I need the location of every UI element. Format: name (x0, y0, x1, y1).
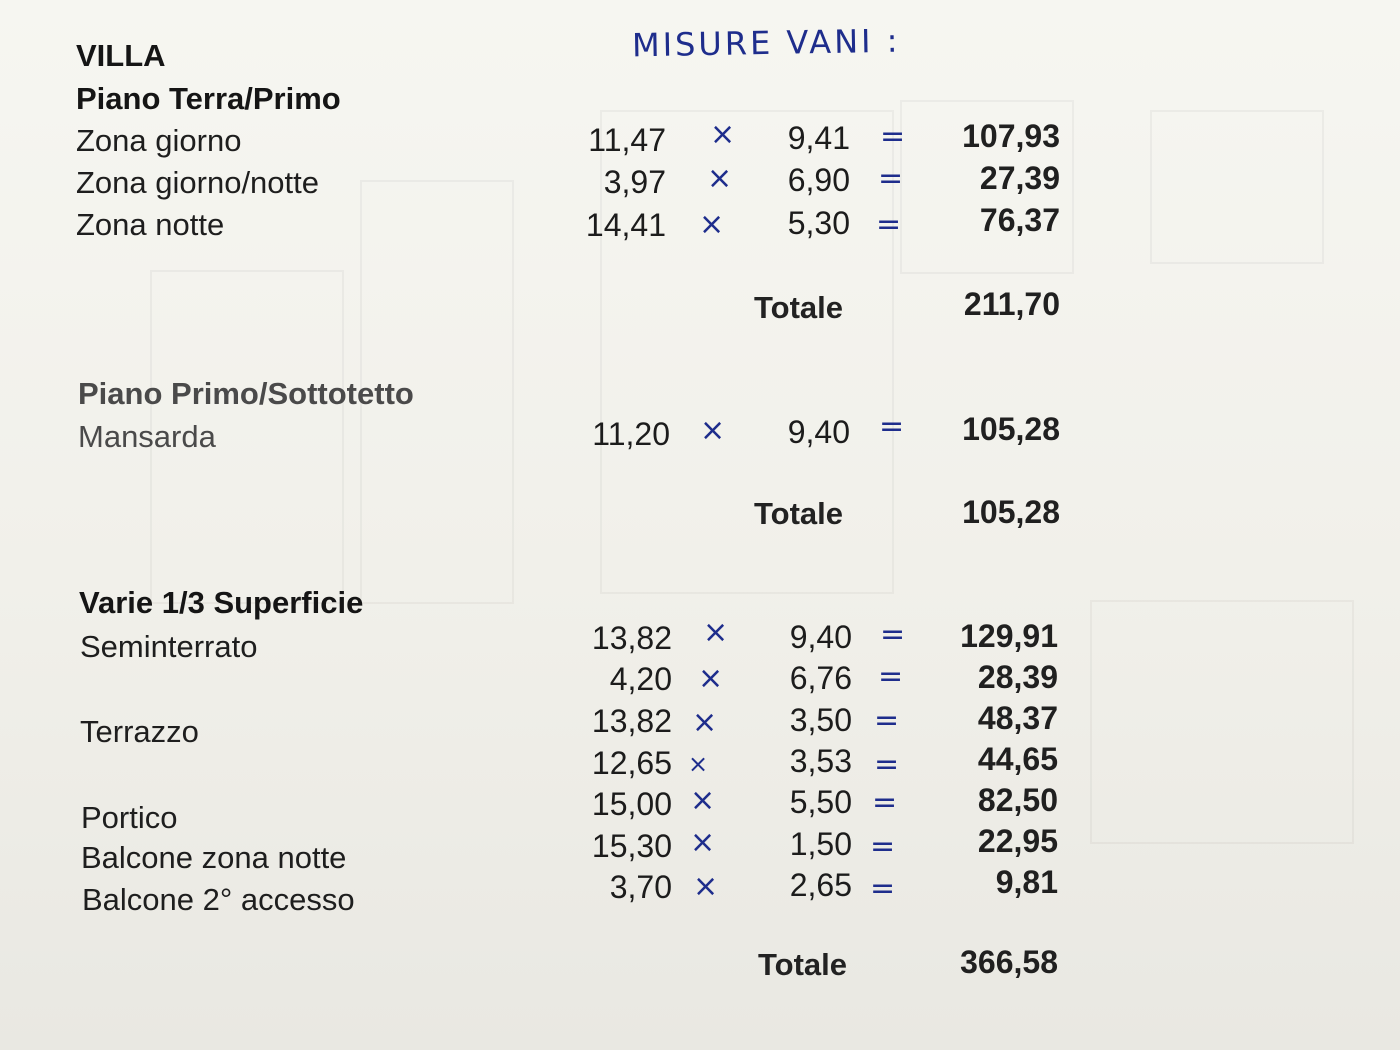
row-factor-b: 6,76 (789, 660, 852, 696)
equals-mark: = (878, 161, 904, 196)
row-result: 129,91 (960, 618, 1058, 654)
row-label: Zona giorno/notte (76, 165, 320, 200)
multiply-mark: × (690, 825, 716, 860)
row-label: Zona giorno (76, 123, 242, 158)
row-result: 48,37 (977, 700, 1058, 736)
multiply-mark: × (693, 869, 719, 904)
multiply-mark: × (698, 661, 724, 696)
row-factor-b: 9,40 (787, 414, 850, 450)
row-factor-a: 15,30 (591, 828, 672, 864)
row-factor-b: 5,30 (787, 205, 850, 241)
row-factor-a: 13,82 (591, 620, 672, 656)
total-value: 105,28 (962, 494, 1060, 530)
equals-mark: = (874, 747, 900, 782)
equals-mark: = (870, 871, 896, 906)
total-label: Totale (758, 947, 847, 982)
equals-mark: = (878, 659, 904, 694)
total-value: 366,58 (960, 944, 1058, 980)
row-label: Portico (81, 800, 178, 835)
equals-mark: = (870, 829, 896, 864)
document-title: VILLA (76, 38, 166, 73)
row-factor-b: 9,40 (789, 619, 852, 655)
row-result: 76,37 (979, 202, 1060, 238)
row-result: 107,93 (962, 118, 1060, 154)
row-factor-a: 11,47 (588, 122, 666, 158)
background-plan-outline (1090, 600, 1354, 844)
row-result: 9,81 (995, 864, 1058, 900)
total-label: Totale (754, 496, 843, 531)
background-plan-outline (1150, 110, 1324, 264)
multiply-mark: × (707, 161, 733, 196)
row-factor-a: 11,20 (592, 416, 670, 452)
row-result: 82,50 (977, 782, 1058, 818)
row-label: Zona notte (76, 207, 225, 242)
multiply-mark: × (710, 117, 736, 152)
row-label: Balcone 2° accesso (82, 882, 355, 917)
row-result: 22,95 (977, 823, 1058, 859)
multiply-mark: × (699, 207, 725, 242)
row-result: 105,28 (962, 411, 1060, 447)
equals-mark: = (880, 119, 906, 154)
section-title: Varie 1/3 Superficie (79, 585, 364, 620)
total-label: Totale (754, 290, 843, 325)
row-factor-b: 5,50 (789, 784, 852, 820)
row-factor-a: 3,70 (609, 869, 672, 905)
equals-mark: = (879, 409, 905, 444)
equals-mark: = (872, 785, 898, 820)
equals-mark: = (880, 617, 906, 652)
multiply-mark: × (700, 413, 726, 448)
handwritten-title: MISURE VANI : (631, 21, 901, 65)
row-factor-b: 2,65 (789, 867, 852, 903)
equals-mark: = (876, 207, 902, 242)
row-label: Balcone zona notte (81, 840, 347, 875)
row-factor-b: 6,90 (787, 162, 850, 198)
row-factor-a: 15,00 (591, 786, 672, 822)
total-value: 211,70 (963, 286, 1060, 322)
row-factor-a: 14,41 (585, 207, 666, 243)
row-label: Seminterrato (80, 629, 258, 664)
section-title: Piano Terra/Primo (76, 81, 341, 116)
row-label: Mansarda (78, 419, 216, 454)
multiply-mark: × (688, 750, 709, 778)
row-factor-b: 1,50 (789, 826, 852, 862)
row-result: 44,65 (977, 741, 1058, 777)
row-factor-b: 9,41 (787, 120, 850, 156)
row-factor-a: 13,82 (591, 703, 672, 739)
row-factor-a: 3,97 (603, 164, 666, 200)
row-result: 28,39 (977, 659, 1058, 695)
multiply-mark: × (703, 615, 729, 650)
row-label: Terrazzo (80, 714, 199, 749)
section-title: Piano Primo/Sottotetto (78, 376, 414, 411)
row-factor-b: 3,53 (789, 743, 852, 779)
multiply-mark: × (690, 783, 716, 818)
row-result: 27,39 (979, 160, 1060, 196)
row-factor-a: 4,20 (609, 661, 672, 697)
row-factor-a: 12,65 (591, 745, 672, 781)
equals-mark: = (874, 703, 900, 738)
multiply-mark: × (692, 705, 718, 740)
row-factor-b: 3,50 (789, 702, 852, 738)
